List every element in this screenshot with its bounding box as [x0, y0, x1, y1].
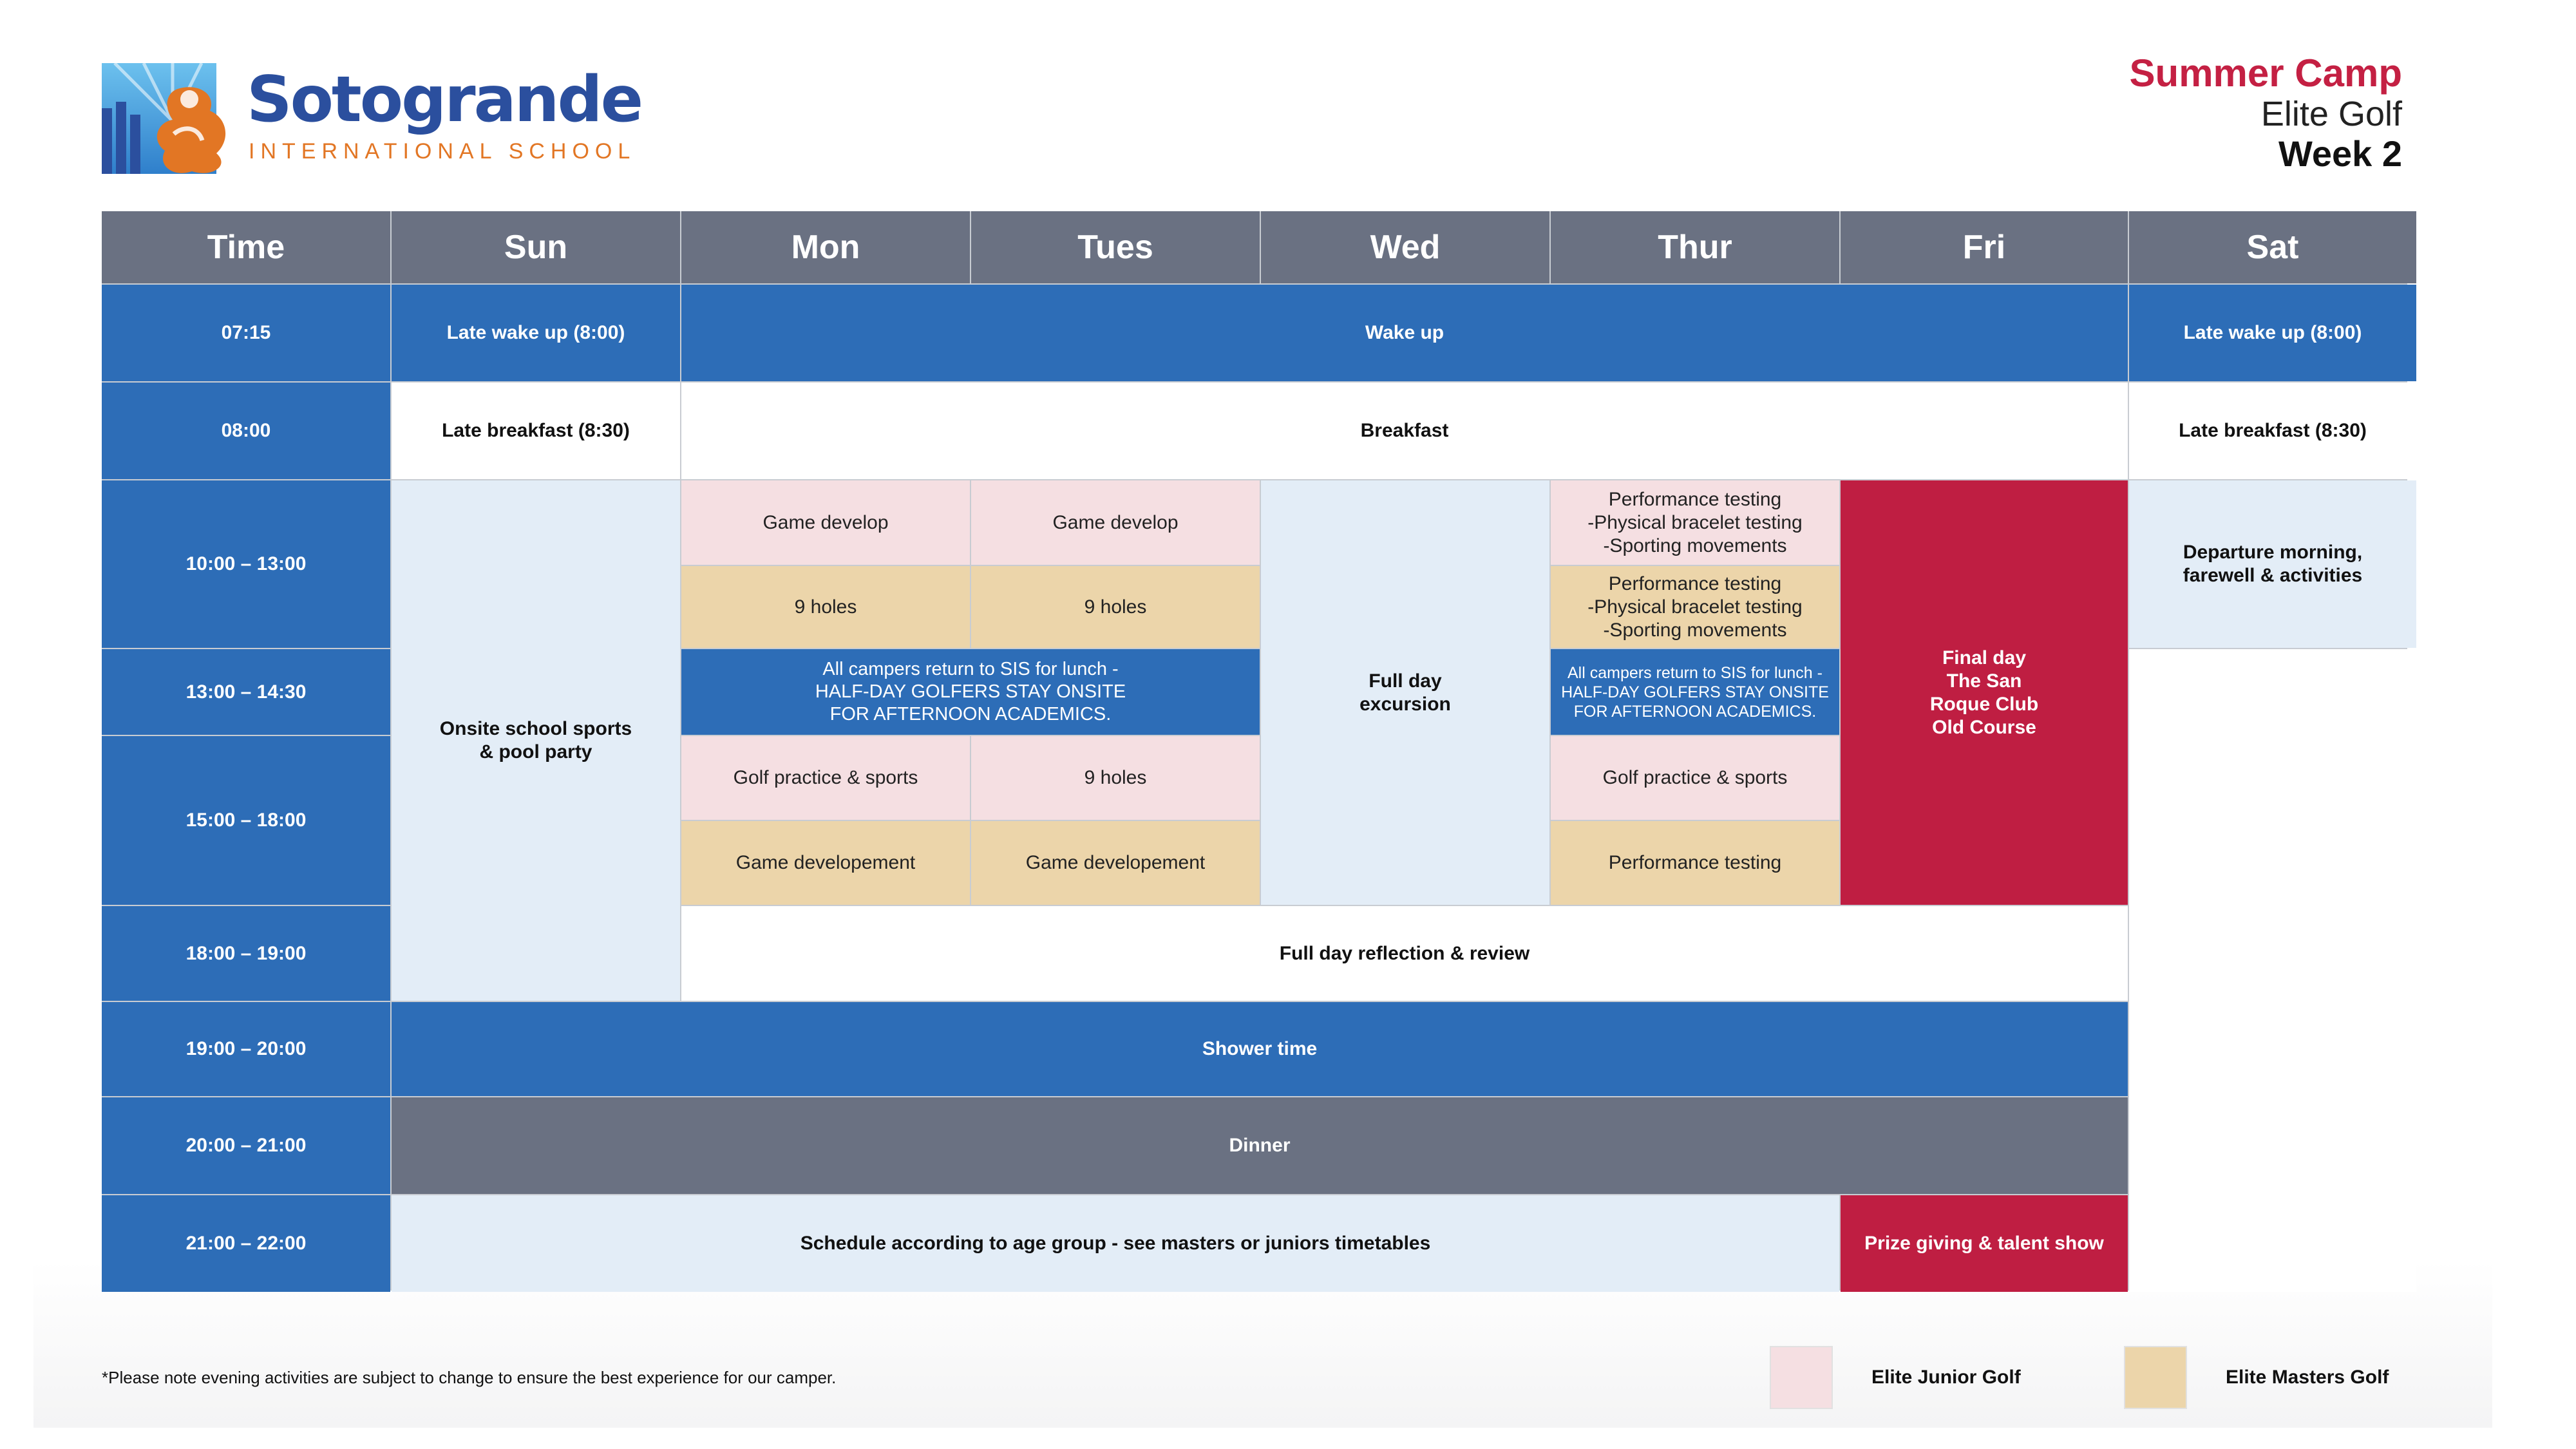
event-dinner: Dinner [392, 1097, 2128, 1194]
event-sun-wake-up: Late wake up (8:00) [392, 285, 680, 381]
column-header-thur: Thur [1551, 211, 1839, 283]
event-thu-performance-testing-junior: Performance testing -Physical bracelet testing -Sporting movements [1551, 480, 1839, 565]
event-sun-breakfast: Late breakfast (8:30) [392, 383, 680, 479]
time-slot-1500-1800: 15:00 – 18:00 [102, 736, 390, 905]
time-slot-2100-2200: 21:00 – 22:00 [102, 1195, 390, 1292]
time-slot-1900-2000: 19:00 – 20:00 [102, 1002, 390, 1096]
event-mon-golf-practice: Golf practice & sports [681, 736, 970, 820]
camp-title: Summer Camp [2129, 52, 2402, 95]
camp-week: Week 2 [2278, 133, 2402, 174]
column-header-tues: Tues [971, 211, 1260, 283]
column-header-fri: Fri [1841, 211, 2128, 283]
camp-program: Elite Golf [2260, 95, 2402, 133]
time-slot-1300-1430: 13:00 – 14:30 [102, 649, 390, 735]
time-slot-1000-1300: 10:00 – 13:00 [102, 480, 390, 648]
event-thu-performance-testing-afternoon: Performance testing [1551, 821, 1839, 905]
event-weekday-wake-up: Wake up [681, 285, 2128, 381]
column-header-sun: Sun [392, 211, 680, 283]
legend-swatch-junior [1770, 1346, 1833, 1409]
event-mon-game-develop: Game develop [681, 480, 970, 565]
event-montue-lunch-return: All campers return to SIS for lunch - HALF-DAY GOLFERS STAY ONSITE FOR AFTERNOON ACADEMICS. [681, 649, 1260, 735]
event-tue-game-development: Game developement [971, 821, 1260, 905]
event-thu-performance-testing-masters: Performance testing -Physical bracelet testing -Sporting movements [1551, 566, 1839, 648]
event-sat-breakfast: Late breakfast (8:30) [2129, 383, 2416, 479]
event-evening-schedule: Schedule according to age group - see masters or juniors timetables [392, 1195, 1839, 1292]
legend-label-junior: Elite Junior Golf [1871, 1367, 2021, 1388]
event-wed-full-day-excursion: Full day excursion [1261, 480, 1549, 905]
event-tue-game-develop: Game develop [971, 480, 1260, 565]
event-tue-9-holes: 9 holes [971, 566, 1260, 648]
event-fri-final-day: Final day The San Roque Club Old Course [1841, 480, 2128, 905]
camp-title-block [2130, 53, 2402, 174]
column-header-sat: Sat [2129, 211, 2416, 283]
time-slot-2000-2100: 20:00 – 21:00 [102, 1097, 390, 1194]
brand-name: Sotogrande [247, 63, 642, 137]
column-header-time: Time [102, 211, 390, 283]
event-thu-golf-practice: Golf practice & sports [1551, 736, 1839, 820]
event-prize-giving: Prize giving & talent show [1841, 1195, 2128, 1292]
time-slot-1800-1900: 18:00 – 19:00 [102, 906, 390, 1001]
school-logo [102, 63, 642, 176]
event-weekday-breakfast: Breakfast [681, 383, 2128, 479]
legend-swatch-masters [2124, 1346, 2187, 1409]
timetable-grid [102, 211, 2407, 1291]
event-shower-time: Shower time [392, 1002, 2128, 1096]
time-slot-0715: 07:15 [102, 285, 390, 381]
event-sun-sports-pool-party: Onsite school sports & pool party [392, 480, 680, 1001]
event-mon-game-development: Game developement [681, 821, 970, 905]
event-sat-wake-up: Late wake up (8:00) [2129, 285, 2416, 381]
brand-subtitle: INTERNATIONAL SCHOOL [249, 139, 636, 164]
time-slot-0800: 08:00 [102, 383, 390, 479]
footnote: *Please note evening activities are subject to change to ensure the best experience for our camper. [102, 1368, 837, 1387]
event-mon-9-holes: 9 holes [681, 566, 970, 648]
event-tue-9-holes-afternoon: 9 holes [971, 736, 1260, 820]
column-header-wed: Wed [1261, 211, 1549, 283]
legend-label-masters: Elite Masters Golf [2226, 1367, 2389, 1388]
event-full-day-reflection: Full day reflection & review [681, 906, 2128, 1001]
sat-empty-slot [2129, 649, 2416, 1292]
event-sat-departure: Departure morning, farewell & activities [2129, 480, 2416, 648]
column-header-mon: Mon [681, 211, 970, 283]
logo-emblem-icon [102, 63, 237, 176]
event-thu-lunch-return: All campers return to SIS for lunch - HALF-DAY GOLFERS STAY ONSITE FOR AFTERNOON ACADEMICS. [1551, 649, 1839, 735]
